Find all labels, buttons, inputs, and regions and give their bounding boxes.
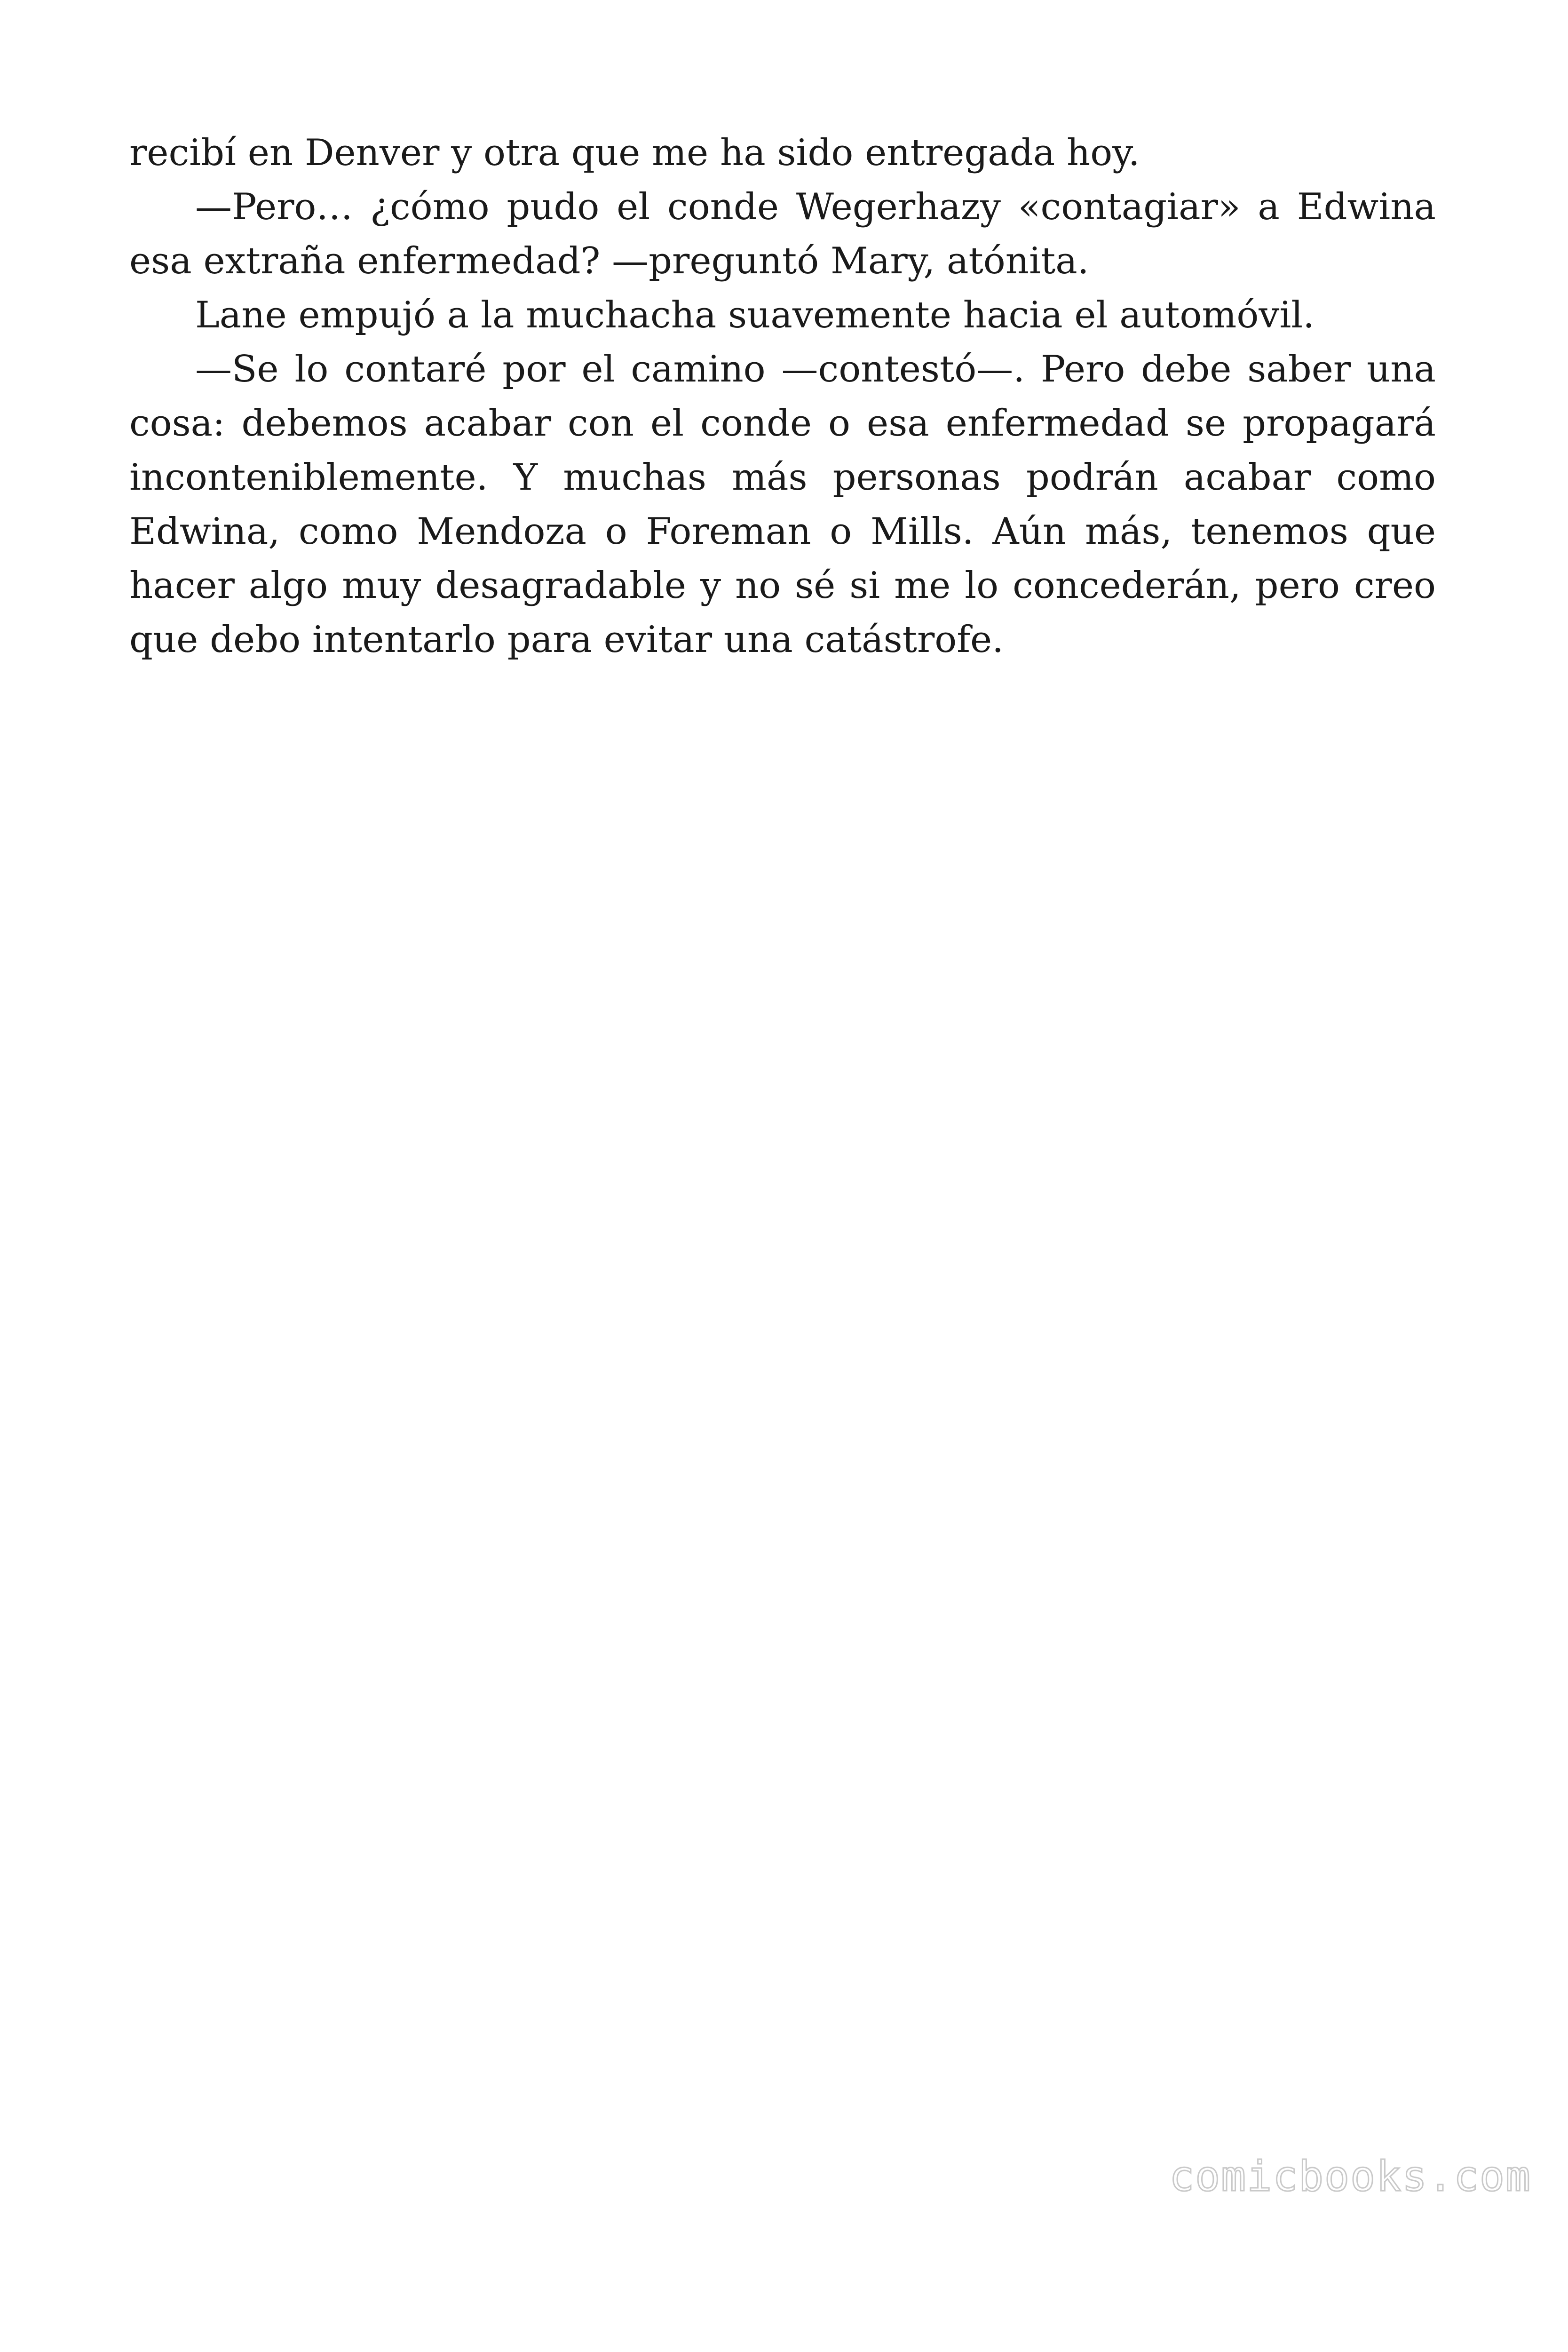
body-text	[129, 126, 1436, 667]
paragraph-dialogue-lane: —Se lo contaré por el camino —contestó—. Pero debe saber una cosa: debemos acabar con el conde o esa enfermedad se propagará inconteniblemente. Y muchas más personas podrán acabar como Edwina, como Mendoza o Foreman o Mills. Aún más, tenemos que hacer algo muy desagradable y no sé si me lo concederán, pero creo que debo intentarlo para evitar una catástrofe.	[129, 348, 1436, 661]
paragraph-continuation: recibí en Denver y otra que me ha sido entregada hoy.	[129, 132, 1140, 174]
paragraph-narration-lane: Lane empujó a la muchacha suavemente hacia el automóvil.	[195, 294, 1315, 336]
paragraph-dialogue-mary: —Pero… ¿cómo pudo el conde Wegerhazy «contagiar» a Edwina esa extraña enfermedad? —preguntó Mary, atónita.	[129, 186, 1436, 282]
watermark-text: comicbooks.com	[1169, 2152, 1531, 2201]
